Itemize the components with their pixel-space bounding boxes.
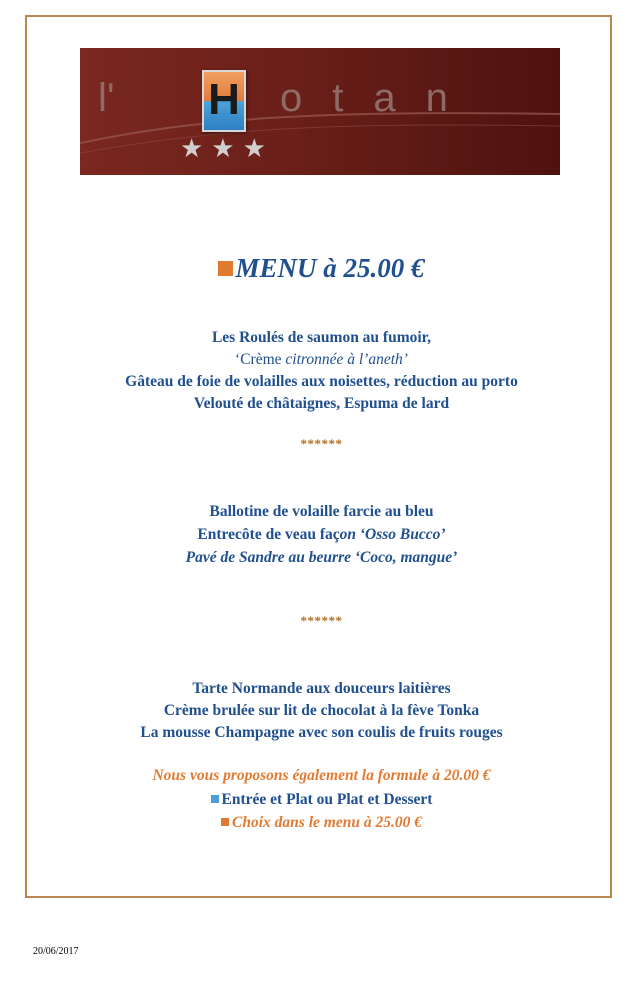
- plat-line-2: [0, 526, 643, 544]
- bullet-square-icon: [218, 261, 233, 276]
- logo-initial: H: [208, 75, 240, 124]
- formule-line-3: [0, 814, 643, 832]
- formule-line-3-text: Choix dans le menu à 25.00 €: [232, 814, 422, 831]
- plat-line-2-prefix: Entrecôte de veau faç: [197, 526, 340, 543]
- dessert-line-1: Tarte Normande aux douceurs laitières: [192, 680, 451, 697]
- plat-line-3: Pavé de Sandre au beurre ‘Coco, mangue’: [185, 549, 458, 566]
- entree-line-3: Gâteau de foie de volailles aux noisettes, réduction au porto: [125, 373, 518, 390]
- dessert-line-2: Crème brulée sur lit de chocolat à la fève Tonka: [163, 702, 480, 719]
- entree-line-4: Velouté de châtaignes, Espuma de lard: [193, 395, 450, 412]
- plat-line-2-italic: on ‘Osso Bucco’: [339, 526, 446, 543]
- dessert-line-3: La mousse Champagne avec son coulis de fruits rouges: [140, 724, 503, 741]
- logo-initial-box: [202, 70, 246, 132]
- entree-line-2-prefix: ‘Crème: [235, 351, 286, 368]
- formule-line-2: [0, 791, 643, 809]
- separator-2: ******: [300, 613, 343, 628]
- entree-line-1: Les Roulés de saumon au fumoir,: [211, 329, 432, 346]
- logo-prefix: l': [98, 76, 115, 120]
- hotel-logo: [80, 48, 560, 175]
- entree-line-2: [0, 351, 643, 369]
- bullet-square-icon: [211, 795, 219, 803]
- plat-line-1: Ballotine de volaille farcie au bleu: [209, 503, 434, 520]
- formule-line-2-text: Entrée et Plat ou Plat et Dessert: [221, 791, 433, 808]
- document-date: 20/06/2017: [33, 946, 79, 957]
- bullet-square-icon: [221, 818, 229, 826]
- menu-title-text: MENU à 25.00 €: [235, 253, 425, 283]
- logo-suffix: otan: [280, 76, 478, 120]
- menu-title: [0, 253, 643, 284]
- entree-line-2-italic: citronnée à l’aneth’: [285, 351, 408, 368]
- star-rating: ★★★: [180, 134, 274, 164]
- formule-line-1: Nous vous proposons également la formule à 20.00 €: [152, 767, 491, 784]
- separator-1: ******: [300, 436, 343, 451]
